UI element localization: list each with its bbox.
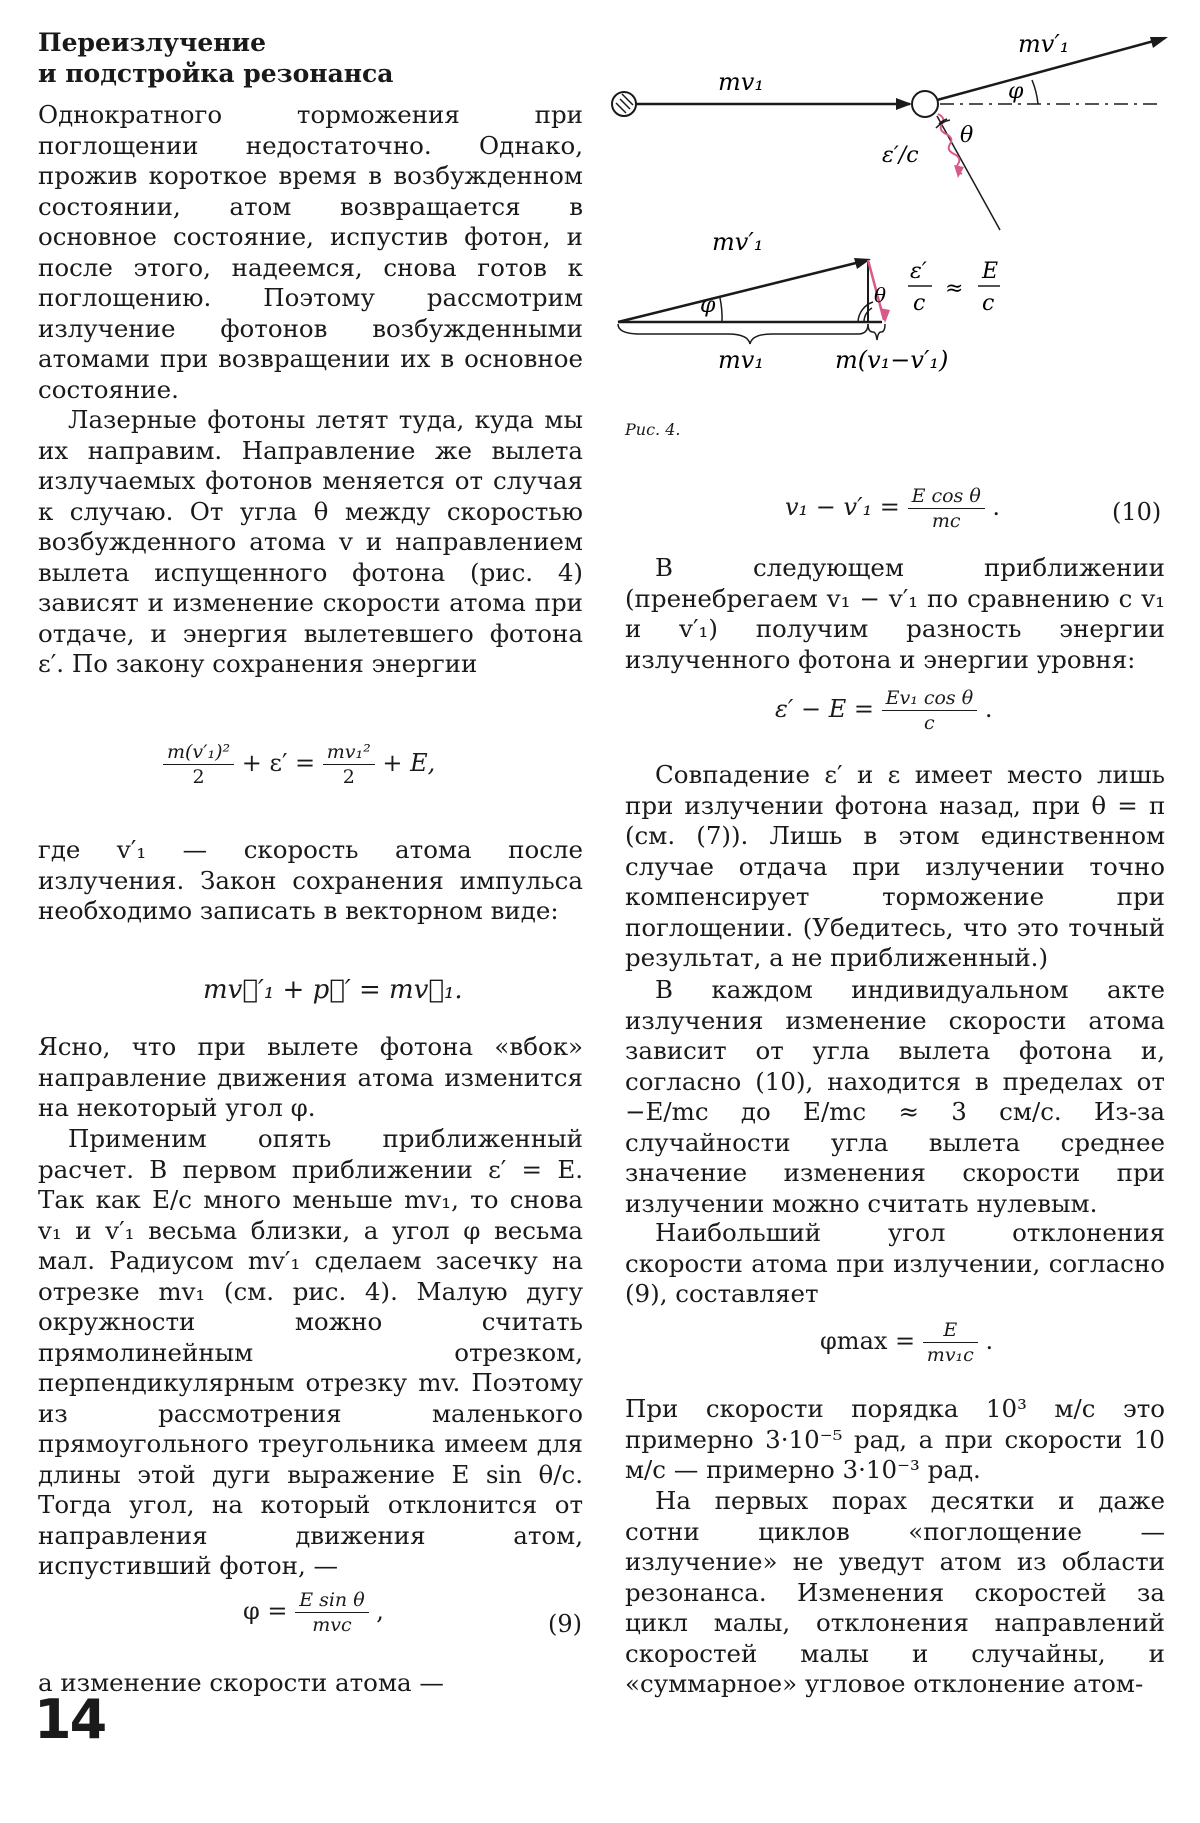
label-theta-top: θ — [960, 123, 974, 148]
label-E-num: E — [982, 259, 999, 284]
emitting-atom-icon — [912, 91, 938, 117]
equation-momentum-vector: mv⃗′₁ + p⃗′ = mv⃗₁. — [203, 975, 463, 1005]
label-theta-triangle: θ — [874, 283, 887, 307]
triangle-hypotenuse — [618, 260, 868, 322]
energy-lhs-numerator: m(v′₁)² — [163, 740, 234, 765]
equation-phi-max — [820, 1318, 993, 1367]
energy-lhs-denominator: 2 — [192, 766, 205, 788]
energy-rhs-denominator: 2 — [342, 766, 355, 788]
paragraph-momentum-intro: где v′₁ — скорость атома после излучения. Закон сохранения импульса необходимо записать в векторном виде: — [38, 835, 583, 925]
phimax-denominator: mv₁c — [926, 1344, 974, 1366]
figure-4-diagram — [600, 20, 1175, 400]
paragraph-individual-act: В каждом индивидуальном акте излучения изменение скорости атома зависит от угла вылета фотона и, согласно (10), находится в пределах от −E/mc до E/mc ≈ 3 см/с. Из-за случайности угла вылета среднее значение изменения скорости при излучении можно считать нулевым. — [625, 975, 1165, 1218]
momentum-triangle — [618, 228, 1000, 374]
label-eps-frac-num: ε′ — [910, 259, 927, 284]
paragraph-velocity-estimate: При скорости порядка 10³ м/с это примерно 3·10⁻⁵ рад, а при скорости 10 м/с — примерно 3·10⁻³ рад. — [625, 1394, 1165, 1484]
label-phi-top: φ — [1008, 79, 1024, 104]
label-eps-over-c: ε′/c — [882, 143, 919, 168]
phimax-lhs: φmax = — [820, 1327, 916, 1355]
eq10-fraction — [908, 484, 985, 533]
phimax-numerator: E — [923, 1318, 978, 1343]
section-title — [38, 27, 393, 89]
label-mv1-top: mv₁ — [718, 68, 764, 96]
energy-rhs-numerator: mv₁² — [323, 740, 375, 765]
label-E-den: c — [982, 291, 995, 316]
eq10-lhs: v₁ − v′₁ = — [785, 493, 900, 521]
top-diagram — [612, 30, 1168, 230]
label-mv1-prime-top: mv′₁ — [1018, 30, 1070, 58]
phimax-fraction — [923, 1318, 978, 1367]
ediff-fraction — [882, 686, 978, 735]
label-approx: ≈ — [945, 276, 964, 301]
eq9-fraction — [295, 1588, 368, 1637]
brace-delta — [868, 324, 885, 340]
paragraph-velocity-change: а изменение скорости атома — — [38, 1668, 444, 1697]
eq9-denominator: mvc — [312, 1614, 352, 1636]
ediff-tail: . — [984, 695, 993, 723]
equation-10 — [785, 484, 1000, 533]
label-phi-triangle: φ — [700, 293, 716, 318]
label-mv1-bottom: mv₁ — [718, 346, 764, 374]
energy-lhs-fraction — [163, 740, 234, 789]
energy-rhs-fraction — [323, 740, 375, 789]
energy-rhs-tail: + E, — [382, 749, 436, 777]
paragraph-approximation: Применим опять приближенный расчет. В первом приближении ε′ = E. Так как E/c много меньше mv₁, то снова v₁ и v′₁ весьма близки, а угол φ весьма мал. Радиусом mv′₁ сделаем засечку на отрезке mv₁ (см. рис. 4). Малую дугу окружности можно считать прямолинейным отрезком, перпендикулярным отрезку mv. Поэтому из рассмотрения маленького прямоугольного треугольника имеем для длины этой дуги выражение E sin θ/c. Тогда угол, на который отклонится от направления движения атом, испустивший фотон, — — [38, 1124, 583, 1580]
equation-energy-conservation — [163, 740, 435, 789]
eq10-tail: . — [992, 493, 1001, 521]
ediff-denominator: c — [924, 712, 935, 734]
paragraph-max-angle: Наибольший угол отклонения скорости атома при излучении, согласно (9), составляет — [625, 1218, 1165, 1308]
paragraph-first-cycles: На первых порах десятки и даже сотни циклов «поглощение — излучение» не уведут атом из области резонанса. Изменения скоростей за цикл малы, отклонения направлений скоростей малы и случайны, и «суммарное» угловое отклонение атом- — [625, 1486, 1165, 1698]
equation-10-number: (10) — [1112, 498, 1162, 526]
equation-9 — [243, 1588, 384, 1637]
eq10-denominator: mc — [931, 510, 961, 532]
ediff-lhs: ε′ − E = — [775, 695, 874, 723]
eq9-lhs: φ = — [243, 1597, 288, 1625]
label-mv1-prime-triangle: mv′₁ — [712, 228, 764, 256]
brace-mv1 — [618, 324, 868, 344]
eq9-numerator: E sin θ — [295, 1588, 368, 1613]
phimax-tail: . — [985, 1327, 994, 1355]
section-title-line-2: и подстройка резонанса — [38, 59, 394, 88]
eq10-numerator: E cos θ — [908, 484, 985, 509]
paragraph-laser-photons: Лазерные фотоны летят туда, куда мы их направим. Направление же вылета излучаемых фотонов меняется от случая к случаю. От угла θ между скоростью возбужденного атома v и направлением вылета испущенного фотона (рис. 4) зависят и изменение скорости атома при отдаче, и энергия вылетевшего фотона ε′. По закону сохранения энергии — [38, 405, 583, 678]
energy-mid: + ε′ = — [241, 749, 316, 777]
equation-energy-difference — [775, 686, 992, 735]
section-title-line-1: Переизлучение — [38, 28, 266, 57]
paragraph-next-approximation: В следующем приближении (пренебрегаем v₁ − v′₁ по сравнению с v₁ и v′₁) получим разность энергии излученного фотона и энергии уровня: — [625, 553, 1165, 674]
eq9-tail: , — [376, 1597, 384, 1625]
label-delta-momentum: m(v₁−v′₁) — [835, 346, 949, 374]
figure-caption: Рис. 4. — [625, 420, 681, 439]
label-eps-frac-den: c — [913, 291, 926, 316]
page-number: 14 — [34, 1688, 106, 1751]
ediff-numerator: Ev₁ cos θ — [882, 686, 978, 711]
paragraph-intro: Однократного торможения при поглощении недостаточно. Однако, прожив короткое время в возбужденном состоянии, атом возвращается в основное состояние, испустив фотон, и после этого, надеемся, снова готов к поглощению. Поэтому рассмотрим излучение фотонов возбужденными атомами при возвращении их в основное состояние. — [38, 100, 583, 404]
equation-9-number: (9) — [548, 1610, 582, 1638]
paragraph-photon-sideways: Ясно, что при вылете фотона «вбок» направление движения атома изменится на некоторый угол φ. — [38, 1032, 583, 1122]
paragraph-coincidence: Совпадение ε′ и ε имеет место лишь при излучении фотона назад, при θ = π (см. (7)). Лишь в этом единственном случае отдача при излучении точно компенсирует торможение при поглощении. (Убедитесь, что это точный результат, а не приближенный.) — [625, 760, 1165, 972]
